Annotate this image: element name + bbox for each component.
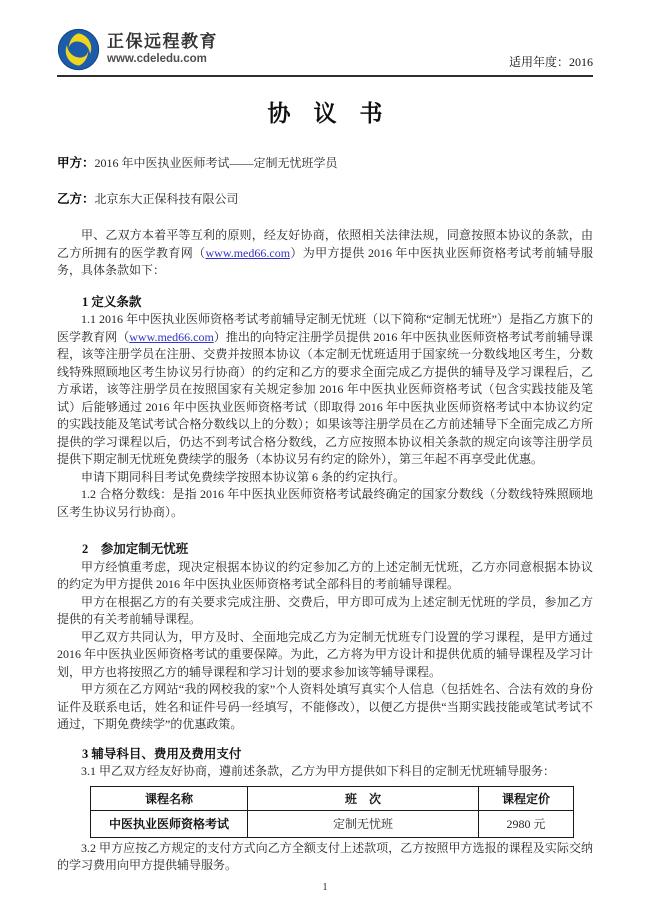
class-type-cell: 定制无忧班 <box>248 810 479 837</box>
med66-link[interactable]: www.med66.com <box>205 245 291 260</box>
course-fee-table <box>90 786 574 838</box>
section3-heading: 3 辅导科目、费用及费用支付 <box>82 746 242 761</box>
intro-text-post: ）为甲方提供 2016 年中医执业医师资格考试考前辅导服务，具体条款如下： <box>57 245 593 277</box>
clause-1-1-text-post: ）推出的向特定注册学员提供 2016 年中医执业医师资格考试考前辅导课程，该等注册学员在注册、交费并按照本协议（本定制无忧班适用于国家统一分数线地区考生，分数线特殊照顾地区考生协议另行协商）的约定和乙方的要求全面完成乙方提供的辅导及学习课程后，乙方承诺，该等注册学员在按照国家有关规定参加 2016 年中医执业医师资格考试（包含实践技能及笔试）后能够通过 2016 年中医执业医师资格考试（即取得 2016 年中医执业医师资格考试中本协议约定的实践技能及笔试考试合格分数线以上的分数）；如果该等注册学员在乙方前述辅导下全面完成乙方所提供的学习课程以后，仍达不到考试合格分数线，乙方应按照本协议相关条款的规定向该等注册学员提供下期定制无忧班免费续学的服务（本协议另有约定的除外），第三年起不再享受此优惠。 <box>57 329 593 466</box>
clause-3-1-paragraph: 3.1 甲乙双方经友好协商，遵前述条款，乙方为甲方提供如下科目的定制无忧班辅导服务： <box>81 764 556 778</box>
clause-1-1b-paragraph: 申请下期同科目考试免费续学按照本协议第 6 条的约定执行。 <box>81 469 406 484</box>
clause-1-1-paragraph <box>57 311 593 469</box>
intro-paragraph <box>57 227 593 280</box>
table-header-row <box>91 786 574 810</box>
party-a-line <box>57 155 593 172</box>
clause-3-2-paragraph: 3.2 甲方应按乙方规定的支付方式向乙方全额支付上述款项，乙方按照甲方选报的课程及实际交纳的学习费用向甲方提供辅导服务。 <box>57 840 593 872</box>
party-b-value: 北京东大正保科技有限公司 <box>94 192 239 206</box>
section2-paragraph-4: 甲方须在乙方网站“我的网校我的家”个人资料处填写真实个人信息（包括姓名、合法有效的身份证件及联系电话，姓名和证件号码一经填写，不能修改），以便乙方提供“当期实践技能或笔试考试不通过，下期免费续学”的优惠政策。 <box>57 682 593 731</box>
party-b-line <box>57 191 593 208</box>
applicable-year-label: 适用年度：2016 <box>508 55 593 69</box>
brand <box>57 28 218 71</box>
zhengbao-swirl-logo-icon <box>57 28 100 71</box>
section1-heading: 1 定义条款 <box>82 294 142 309</box>
course-name-cell: 中医执业医师资格考试 <box>91 810 248 837</box>
brand-text <box>107 32 218 66</box>
party-a-label: 甲方： <box>57 156 95 170</box>
course-price-header: 课程定价 <box>479 786 574 810</box>
document-title: 协 议 书 <box>267 101 383 126</box>
course-price-cell: 2980 元 <box>479 810 574 837</box>
party-a-value: 2016 年中医执业医师考试——定制无忧班学员 <box>94 156 338 170</box>
brand-name: 正保远程教育 <box>107 32 218 52</box>
clause-1-2-paragraph: 1.2 合格分数线：是指 2016 年中医执业医师资格考试最终确定的国家分数线（分数线特殊照顾地区考生协议另行协商）。 <box>57 487 593 519</box>
class-type-header: 班 次 <box>248 786 479 810</box>
section2-heading: 2 参加定制无忧班 <box>82 542 189 556</box>
med66-link[interactable]: www.med66.com <box>129 329 214 344</box>
clause-1-1-text-pre: 1.1 2016 年中医执业医师资格考试考前辅导定制无忧班（以下简称“定制无忧班”）是指乙方旗下的医学教育网（ <box>57 312 593 344</box>
intro-text-pre: 甲、乙双方本着平等互利的原则，经友好协商，依照相关法律法规，同意按照本协议的条款，由乙方所拥有的医学教育网（ <box>57 228 593 260</box>
section2-paragraph-3: 甲乙双方共同认为，甲方及时、全面地完成乙方为定制无忧班专门设置的学习课程，是甲方通过 2016 年中医执业医师资格考试的重要保障。为此，乙方将为甲方设计和提供优质的辅导课程及学习计划，甲方也将按照乙方的辅导课程和学习计划的要求参加该等辅导课程。 <box>57 629 593 679</box>
header <box>57 28 593 77</box>
course-name-header: 课程名称 <box>91 786 248 810</box>
party-b-label: 乙方： <box>57 192 95 206</box>
section2-paragraph-1: 甲方经慎重考虑，现决定根据本协议的约定参加乙方的上述定制无忧班，乙方亦同意根据本协议的约定为甲方提供 2016 年中医执业医师资格考试全部科目的考前辅导课程。 <box>57 559 593 591</box>
brand-site-url: www.cdeledu.com <box>107 52 207 65</box>
section2-paragraph-2: 甲方在根据乙方的有关要求完成注册、交费后，甲方即可成为上述定制无忧班的学员，参加乙方提供的有关考前辅导课程。 <box>57 594 593 626</box>
page-number: 1 <box>322 881 328 893</box>
table-row <box>91 810 574 837</box>
